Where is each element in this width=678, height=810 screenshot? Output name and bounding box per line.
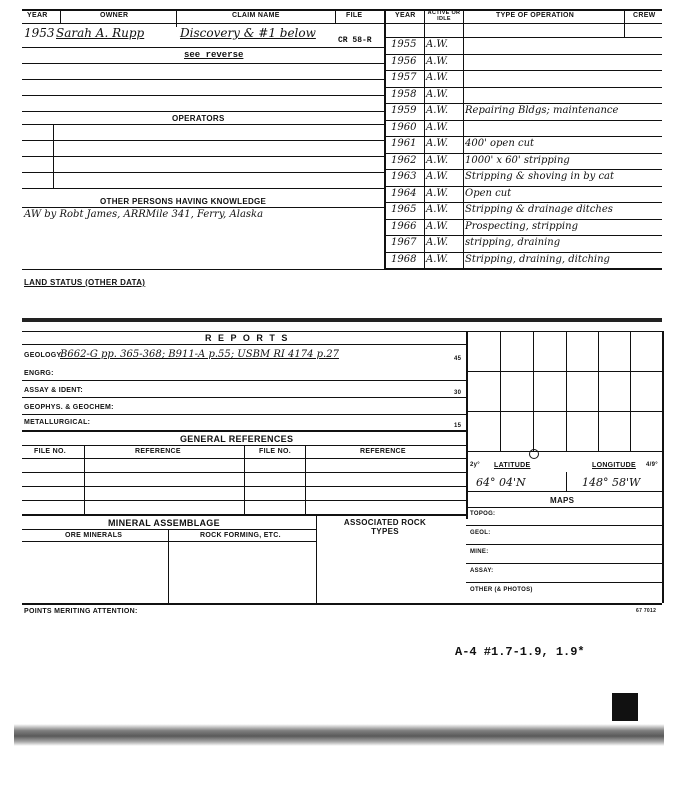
operation-row-line [384, 235, 662, 236]
metallurgical-label: METALLURGICAL: [24, 419, 91, 426]
location-marker-icon [529, 449, 539, 459]
col-file-header: FILE [346, 12, 363, 19]
operation-year: 1960 [391, 121, 417, 133]
gr-reference: REFERENCE [135, 448, 181, 455]
operation-year: 1968 [391, 253, 417, 265]
operation-status: A.W. [426, 88, 449, 100]
col-active-idle-header: ACTIVE OR IDLE [427, 10, 461, 22]
operation-description: 1000' x 60' stripping [465, 154, 570, 166]
geophys-label: GEOPHYS. & GEOCHEM: [24, 404, 114, 411]
operation-row-line [384, 136, 662, 137]
operation-status: A.W. [426, 121, 449, 133]
longitude-label: LONGITUDE [592, 462, 636, 469]
general-references-title: GENERAL REFERENCES [180, 434, 294, 444]
assay-ident-label: ASSAY & IDENT: [24, 387, 84, 394]
operation-status: A.W. [426, 204, 449, 215]
points-meriting-attention-label: POINTS MERITING ATTENTION: [24, 608, 138, 615]
maps-label: MAPS [550, 496, 575, 505]
form-number: 67 7012 [636, 608, 657, 614]
geology-value: B662-G pp. 365-368; B911-A p.55; USBM RI 4174 p.27 [60, 349, 339, 360]
operation-description: Stripping, draining, ditching [465, 253, 610, 265]
geol-label: GEOL: [470, 530, 491, 536]
mine-label: MINE: [470, 549, 489, 555]
operation-row-line [384, 169, 662, 170]
operation-status: A.W. [426, 171, 449, 182]
operation-year: 1965 [391, 204, 417, 215]
assay-label: ASSAY: [470, 568, 494, 574]
operation-status: A.W. [426, 39, 449, 50]
operation-row-line [384, 252, 662, 253]
scan-black-mark [612, 693, 638, 721]
operation-year: 1961 [391, 138, 417, 149]
operation-description: Open cut [465, 187, 512, 199]
operation-status: A.W. [426, 253, 449, 265]
operation-year: 1957 [391, 72, 417, 83]
operation-description: Prospecting, stripping [465, 220, 578, 232]
latitude-value: 64° 04'N [476, 476, 526, 489]
lat-note: 2y° [470, 462, 480, 468]
operation-status: A.W. [426, 138, 449, 149]
geology-label: GEOLOGY: [24, 352, 64, 359]
col-claim-name-header: CLAIM NAME [232, 12, 280, 19]
engrg-label: ENGRG: [24, 370, 54, 377]
lon-note: 4/9° [646, 462, 658, 468]
operation-year: 1959 [391, 105, 417, 116]
operation-year: 1967 [391, 237, 417, 248]
gr-file-no: FILE NO. [34, 448, 66, 455]
operation-year: 1955 [391, 39, 417, 50]
operation-row-line [384, 219, 662, 220]
operation-year: 1958 [391, 88, 417, 100]
num-30: 30 [454, 390, 462, 396]
operation-year: 1956 [391, 55, 417, 67]
operation-status: A.W. [426, 105, 449, 116]
col-owner-header: OWNER [100, 12, 129, 19]
other-persons-label: OTHER PERSONS HAVING KNOWLEDGE [100, 197, 267, 206]
operation-status: A.W. [426, 220, 449, 232]
operation-row-line [384, 70, 662, 71]
num-45: 45 [454, 356, 462, 362]
ore-minerals-label: ORE MINERALS [65, 532, 123, 539]
other-persons-text: AW by Robt James, ARRMile 341, Ferry, Alaska [24, 209, 264, 220]
associated-rock-types: ASSOCIATED ROCK TYPES [343, 518, 427, 536]
owner-year: 1953 [24, 26, 55, 40]
file-number: CR 58-R [338, 36, 372, 45]
operation-row-line [384, 202, 662, 203]
operation-row-line [384, 103, 662, 104]
latitude-label: LATITUDE [494, 462, 531, 469]
operation-status: A.W. [426, 55, 449, 67]
owner-name: Sarah A. Rupp [56, 26, 145, 40]
operation-status: A.W. [426, 154, 449, 166]
col-year2-header: YEAR [395, 12, 416, 19]
operation-year: 1964 [391, 187, 417, 199]
col-year-header: YEAR [27, 12, 48, 19]
operators-label: OPERATORS [172, 114, 225, 123]
operation-status: A.W. [426, 187, 449, 199]
operation-year: 1963 [391, 171, 417, 182]
operation-row-line [384, 87, 662, 88]
gr-reference-2: REFERENCE [360, 448, 406, 455]
topog-label: TOPOG: [470, 511, 496, 517]
scan-bottom-edge [14, 724, 664, 746]
operation-description: Stripping & shoving in by cat [465, 171, 615, 182]
gr-file-no-2: FILE NO. [259, 448, 291, 455]
num-15: 15 [454, 423, 462, 429]
operation-row-line [384, 153, 662, 154]
bottom-note: A-4 #1.7-1.9, 1.9* [455, 645, 585, 659]
operation-row-line [384, 54, 662, 55]
col-crew-header: CREW [633, 12, 656, 19]
operation-description: stripping, draining [465, 237, 561, 248]
scan-smudge [22, 318, 662, 322]
reports-title: R E P O R T S [205, 333, 290, 343]
see-reverse: see reverse [184, 50, 244, 60]
col-type-operation-header: TYPE OF OPERATION [496, 12, 575, 19]
other-photos-label: OTHER (& PHOTOS) [470, 587, 533, 593]
operation-year: 1962 [391, 154, 417, 166]
longitude-value: 148° 58'W [582, 476, 641, 489]
operation-status: A.W. [426, 237, 449, 248]
operation-description: 400' open cut [465, 138, 535, 149]
claim-name: Discovery & #1 below [180, 26, 316, 40]
mineral-assemblage-title: MINERAL ASSEMBLAGE [108, 518, 220, 528]
operation-year: 1966 [391, 220, 417, 232]
operation-description: Repairing Bldgs; maintenance [465, 105, 619, 116]
operation-row-line [384, 186, 662, 187]
land-status-label: LAND STATUS (OTHER DATA) [24, 278, 146, 287]
operation-status: A.W. [426, 72, 449, 83]
rock-forming-label: ROCK FORMING, ETC. [200, 532, 281, 539]
operation-description: Stripping & drainage ditches [465, 204, 613, 215]
operation-row-line [384, 120, 662, 121]
